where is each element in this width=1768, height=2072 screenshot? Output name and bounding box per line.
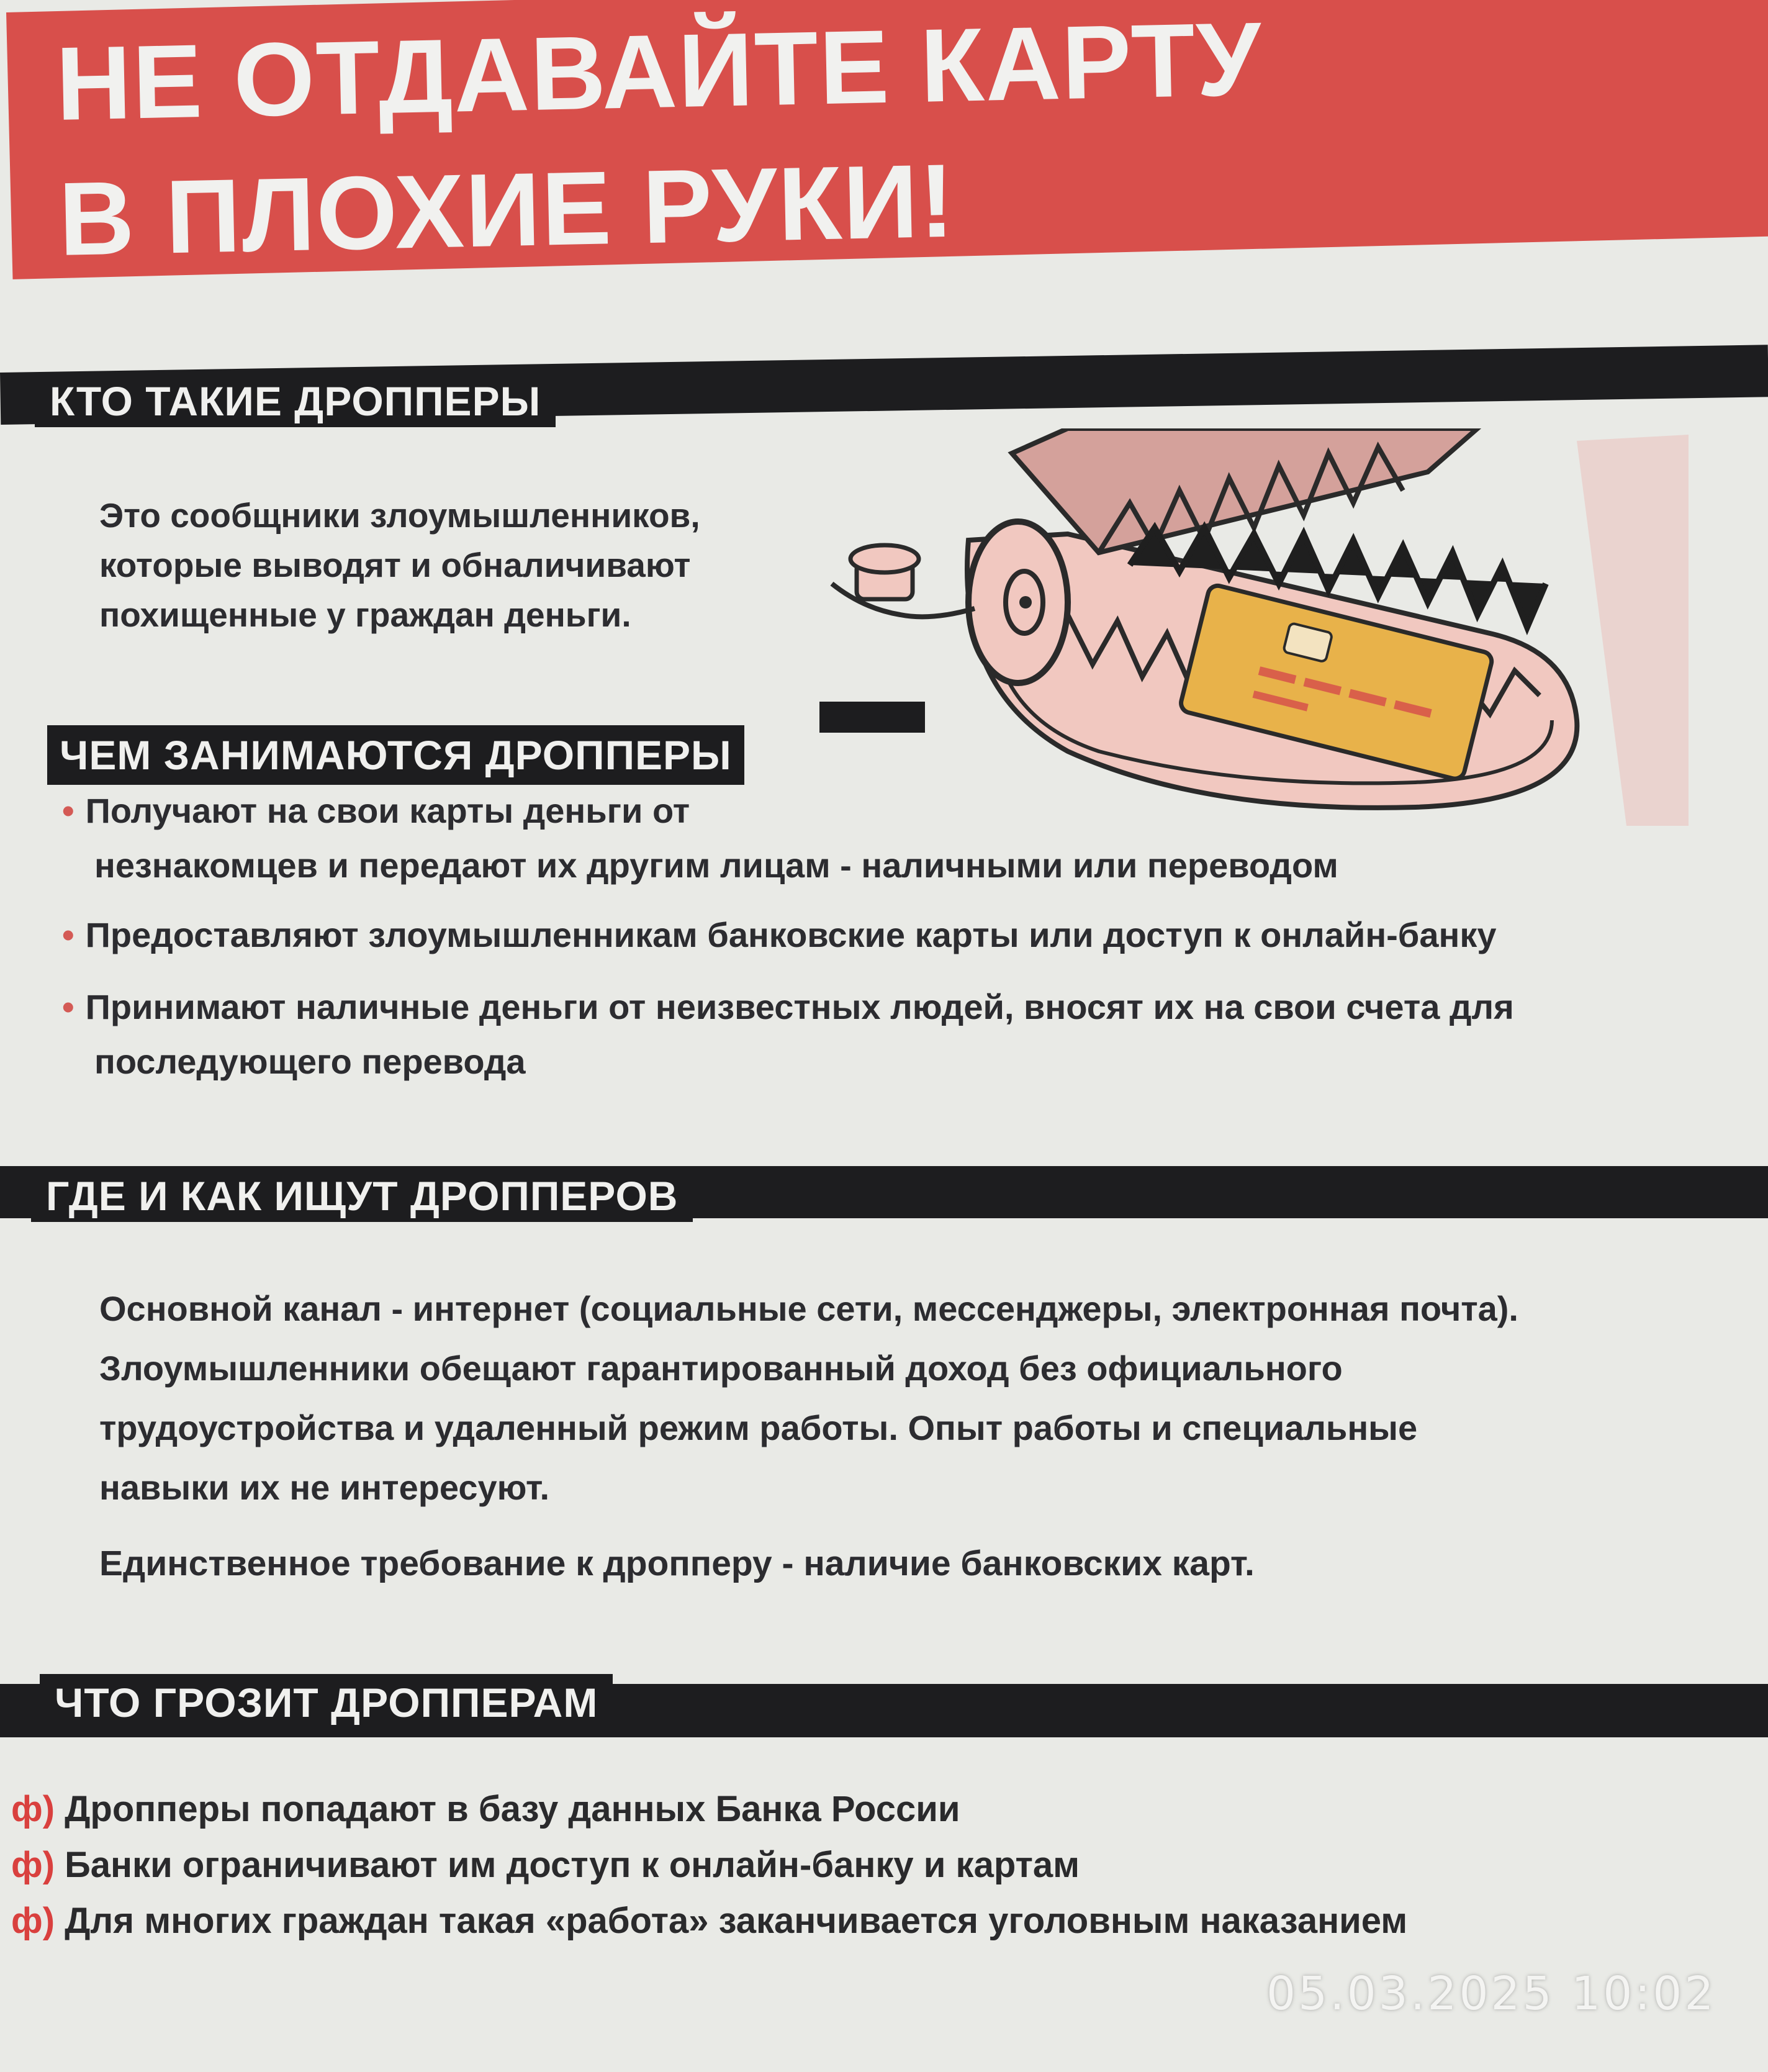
section-heading-risks: ЧТО ГРОЗИТ ДРОППЕРАМ <box>40 1674 613 1729</box>
who-text-line: похищенные у граждан деньги. <box>99 595 631 634</box>
what-item <box>62 980 1514 1089</box>
what-item <box>62 784 1338 893</box>
who-text-line: которые выводят и обналичивают <box>99 546 691 584</box>
what-item-text: Получают на свои карты деньги от <box>85 791 690 830</box>
risk-marker: ф) <box>11 1789 55 1829</box>
risk-item-text: Дропперы попадают в базу данных Банка России <box>65 1789 960 1829</box>
where-text-line: трудоустройства и удаленный режим работы. Опыт работы и специальные <box>99 1408 1418 1447</box>
who-description <box>99 491 700 640</box>
photo-timestamp: 05.03.2025 10:02 <box>1266 1967 1716 2020</box>
risk-item-text: Банки ограничивают им доступ к онлайн-банку и картам <box>65 1845 1080 1885</box>
bullet-dot: • <box>62 791 74 830</box>
risk-marker: ф) <box>11 1901 55 1941</box>
risk-item <box>11 1844 1080 1886</box>
risk-marker: ф) <box>11 1845 55 1885</box>
what-item <box>62 908 1497 962</box>
section-heading-what: ЧЕМ ЗАНИМАЮТСЯ ДРОППЕРЫ <box>47 725 744 785</box>
section-heading-where: ГДЕ И КАК ИЩУТ ДРОППЕРОВ <box>31 1167 693 1222</box>
bullet-dot: • <box>62 987 74 1026</box>
what-item-text: Принимают наличные деньги от неизвестных людей, вносят их на свои счета для <box>85 987 1514 1026</box>
where-note: Единственное требование к дропперу - наличие банковских карт. <box>99 1544 1255 1583</box>
where-text-line: Основной канал - интернет (социальные сети, мессенджеры, электронная почта). <box>99 1289 1518 1328</box>
risk-item <box>11 1900 1407 1942</box>
where-text-line: Злоумышленники обещают гарантированный доход без официального <box>99 1349 1343 1388</box>
bullet-dot: • <box>62 915 74 954</box>
risk-item-text: Для многих граждан такая «работа» заканчивается уголовным наказанием <box>65 1901 1408 1941</box>
what-item-text: незнакомцев и передают их другим лицам - наличными или переводом <box>94 846 1338 885</box>
what-item-text: последующего перевода <box>94 1042 526 1081</box>
section-heading-who: КТО ТАКИЕ ДРОППЕРЫ <box>35 373 556 427</box>
page-title-line-2: В ПЛОХИЕ РУКИ! <box>57 142 957 278</box>
where-description <box>99 1279 1518 1518</box>
what-item-text: Предоставляют злоумышленникам банковские карты или доступ к онлайн-банку <box>85 915 1497 954</box>
where-text-line: навыки их не интересуют. <box>99 1468 550 1507</box>
risk-item <box>11 1788 960 1830</box>
who-text-line: Это сообщники злоумышленников, <box>99 496 700 535</box>
bear-trap-with-bank-card-icon <box>807 428 1726 838</box>
page-title-line-1: НЕ ОТДАВАЙТЕ КАРТУ <box>55 0 1264 142</box>
page-title <box>55 0 1264 287</box>
